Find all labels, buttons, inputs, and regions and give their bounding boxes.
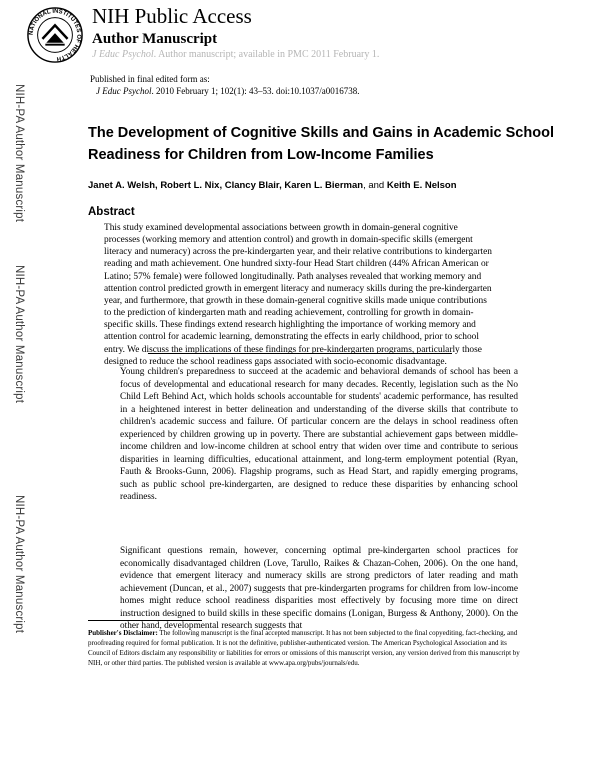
nih-logo: [26, 6, 84, 64]
published-in-label: Published in final edited form as:: [90, 74, 210, 84]
nih-public-access-title: NIH Public Access: [92, 4, 252, 28]
authors-main: Janet A. Welsh, Robert L. Nix, Clancy Blair, Karen L. Bierman: [88, 180, 364, 191]
citation: [96, 85, 359, 97]
author-manuscript-label: Author Manuscript: [92, 31, 218, 47]
authors-last: Keith E. Nelson: [386, 180, 457, 191]
body-paragraph: Young children's preparedness to succeed at the academic and behavioral demands of school has been a focus of developmental and educational research for many decades. Recently, legislation such as the No Child Left Behind Act, which holds schools accountable for students' academic performance, has resulted in a heightened interest in better delineation and understanding of the diverse skills that contribute to children's academic success and failure. Of particular concern are the delays in school readiness often experienced by children growing up in poverty. There are substantial achievement gaps between middle-income children and low-income children at school entry that widen over time and contribute to serious disparities in learning difficulties, educational attainment, and long-term employment potential (Ryan, Fauth & Brooks-Gunn, 2006). Flagship programs, such as Head Start, and rapidly emerging programs, such as public school pre-kindergarten, are designed to reduce these disparities by enhancing school readiness.: [120, 367, 518, 502]
abstract-heading: Abstract: [88, 206, 135, 218]
svg-text:NATIONAL INSTITUTES OF HEALTH: NATIONAL INSTITUTES OF HEALTH: [28, 8, 82, 62]
publisher-disclaimer: [88, 628, 528, 668]
journal-availability-line: [92, 48, 379, 61]
author-list: [88, 180, 568, 192]
abstract-text: This study examined developmental associations between growth in domain-general cognitive processes (working memory and attention control) and growth in domain-specific skills (emergent literacy and numeracy) across the pre-kindergarten year, and their relative contributions to kindergarten reading and math achievement. One hundred sixty-four Head Start children (44% African American or Latino; 57% female) were followed longitudinally. Path analyses revealed that working memory and attention control predicted growth in emergent literacy and numeracy skills during the pre-kindergarten year, and furthermore, that growth in these domain-general cognitive skills made unique contributions to the prediction of kindergarten math and reading achievement, controlling for growth in domain-specific skills. These findings extend research highlighting the importance of working memory and attention control for academic learning, demonstrating the effects in early childhood, prior to school entry. We discuss the implications of these findings for pre-kindergarten programs, particularly those designed to reduce the school readiness gaps associated with socio-economic disadvantage.: [104, 223, 492, 367]
side-label-author-manuscript: NIH-PA Author Manuscript: [13, 84, 25, 223]
section-divider: [148, 353, 452, 354]
citation-journal: J Educ Psychol: [96, 86, 152, 96]
authors-and: , and: [363, 180, 387, 191]
citation-details: . 2010 February 1; 102(1): 43–53. doi:10.1037/a0016738.: [151, 86, 360, 96]
availability-text: . Author manuscript; available in PMC 2011 February 1.: [153, 49, 380, 60]
side-label-author-manuscript: NIH-PA Author Manuscript: [13, 265, 25, 404]
body-paragraph: Significant questions remain, however, concerning optimal pre-kindergarten school practices for economically disadvantaged children (Love, Tarullo, Raikes & Chazan-Cohen, 2006). On the one hand, evidence that emergent literacy and numeracy skills are strong predictors of later reading and math achievement (Duncan, et al., 2007) suggests that pre-kindergarten programs for children from low-income homes might reduce school readiness disparities most effectively by focusing more time on direct instruction designed to build skills in these specific domains (Lonigan, Burgess & Anthony, 2000). On the other hand, developmental research suggests that: [120, 546, 518, 631]
article-title: The Development of Cognitive Skills and Gains in Academic School Readiness for Children from Low-Income Families: [88, 125, 554, 163]
side-label-author-manuscript: NIH-PA Author Manuscript: [13, 495, 25, 634]
journal-name: J Educ Psychol: [92, 49, 154, 60]
disclaimer-text: The following manuscript is the final accepted manuscript. It has not been subjected to the final copyediting, fact-checking, and proofreading required for formal publication. It is not the definitive, publisher-authenticated version. The American Psychological Association and its Council of Editors disclaim any responsibility or liabilities for errors or omissions of this manuscript version, any version derived from this manuscript by NIH, or other third parties. The published version is available at www.apa.org/pubs/journals/edu.: [88, 629, 520, 667]
footnote-divider: [88, 620, 202, 621]
disclaimer-label: Publisher's Disclaimer:: [88, 629, 158, 637]
